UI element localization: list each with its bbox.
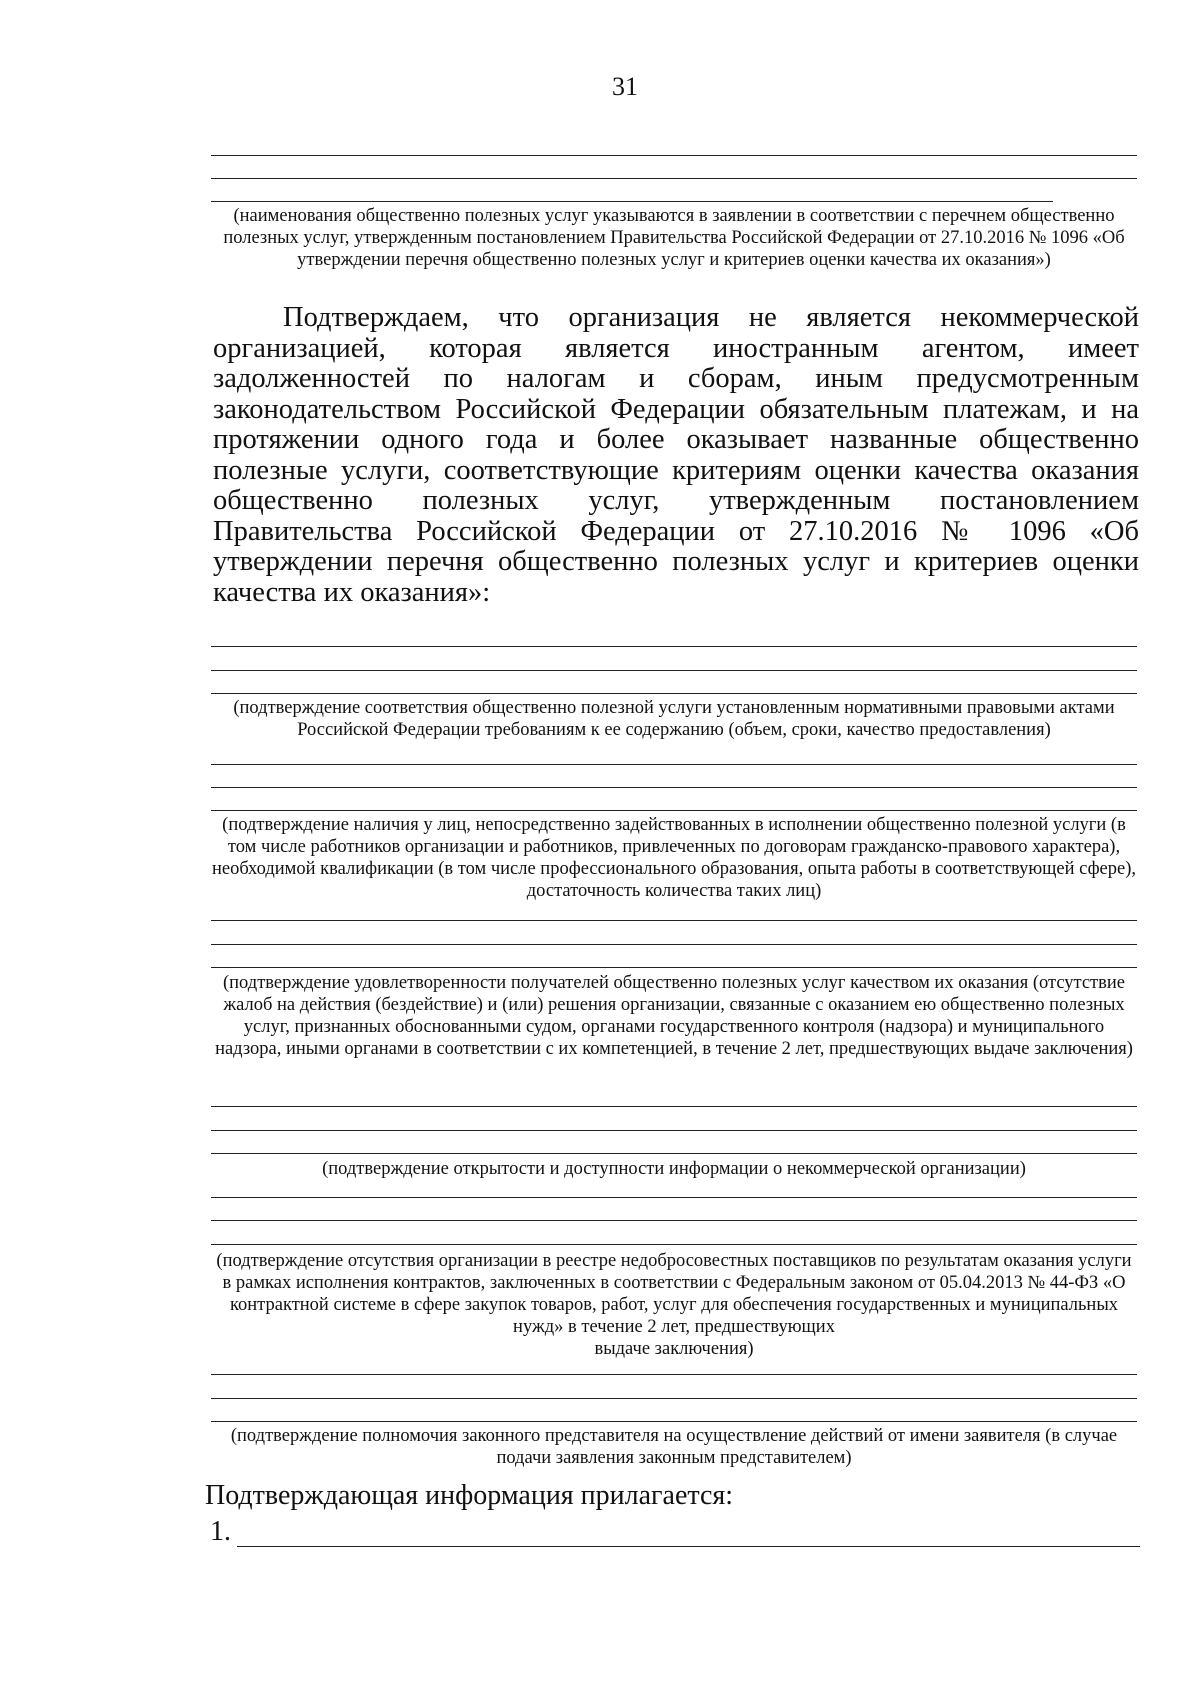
confirmation-paragraph: Подтверждаем, что организация не является некоммерческой организацией, которая является иностранным агентом, имеет задолженностей по налогам и сборам, иным предусмотренным законодательством Российской Федерации обязательным платежам, и на протяжении одного года и более оказывает названные общественно полезные услуги, соответствующие критериям оценки качества оказания общественно полезных услуг, утвержденным постановлением Правительства Российской Федерации от 27.10.2016 № 1096 «Об утверждении перечня общественно полезных услуг и критериев оценки качества их оказания»:: [213, 302, 1139, 608]
content-compliance-note: (подтверждение соответствия общественно полезной услуги установленным нормативными правовыми актами Российской Федерации требованиям к ее содержанию (объем, сроки, качество предоставления): [233, 698, 1115, 740]
registry-note: [211, 1250, 1137, 1360]
satisfaction-blank-3[interactable]: [211, 967, 1137, 968]
qualification-blank-2[interactable]: [211, 787, 1137, 788]
services-name-blank-2[interactable]: [211, 178, 1137, 179]
openness-blank-3[interactable]: [211, 1153, 1137, 1154]
registry-blank-3[interactable]: [211, 1244, 1137, 1245]
content-compliance-blank-2[interactable]: [211, 670, 1137, 671]
openness-note: (подтверждение открытости и доступности информации о некоммерческой организации): [322, 1159, 1026, 1179]
attachment-item-1: [210, 1517, 1140, 1547]
services-name-note: (наименования общественно полезных услуг указываются в заявлении в соответствии с перечнем общественно полезных услуг, утвержденным постановлением Правительства Российской Федерации от 27.10.2016 № 1096 «Об утверждении перечня общественно полезных услуг и критериев оценки качества их оказания»): [223, 206, 1125, 270]
services-name-blank-1[interactable]: [211, 155, 1137, 156]
services-name-blank-3[interactable]: [211, 201, 1053, 202]
representative-note: (подтверждение полномочия законного представителя на осуществление действий от имени заявителя (в случае подачи заявления законным представителем): [230, 1426, 1118, 1468]
content-compliance-blank-1[interactable]: [211, 646, 1137, 647]
content-compliance-blank-3[interactable]: [211, 693, 1137, 694]
attachment-item-blank[interactable]: [237, 1520, 1140, 1547]
attachment-item-number: 1.: [210, 1516, 231, 1547]
registry-blank-1[interactable]: [211, 1197, 1137, 1198]
openness-blank-1[interactable]: [211, 1106, 1137, 1107]
openness-blank-2[interactable]: [211, 1130, 1137, 1131]
registry-blank-2[interactable]: [211, 1220, 1137, 1221]
representative-blank-1[interactable]: [211, 1374, 1137, 1375]
registry-note-main: (подтверждение отсутствия организации в реестре недобросовестных поставщиков по результатам оказания услуги в рамках исполнения контрактов, заключенных в соответствии с Федеральным законом от 05.04.2013 № 44-ФЗ «О контрактной системе в сфере закупок товаров, работ, услуг для обеспечения государственных и муниципальных нужд» в течение 2 лет, предшествующих: [216, 1251, 1132, 1337]
representative-blank-3[interactable]: [211, 1421, 1137, 1422]
qualification-note: (подтверждение наличия у лиц, непосредственно задействованных в исполнении общественно полезной услуги (в том числе работников организации и работников, привлеченных по договорам гражданско-правового характера), необходимой квалификации (в том числе профессионального образования, опыта работы в соответствующей сфере), достаточность количества таких лиц): [211, 815, 1137, 901]
satisfaction-blank-1[interactable]: [211, 920, 1137, 921]
attachments-title: Подтверждающая информация прилагается:: [205, 1480, 734, 1511]
page-number: 31: [612, 72, 638, 101]
satisfaction-blank-2[interactable]: [211, 944, 1137, 945]
qualification-blank-3[interactable]: [211, 810, 1137, 811]
qualification-blank-1[interactable]: [211, 764, 1137, 765]
registry-note-end: выдаче заключения): [594, 1339, 754, 1359]
representative-blank-2[interactable]: [211, 1398, 1137, 1399]
satisfaction-note: (подтверждение удовлетворенности получателей общественно полезных услуг качеством их оказания (отсутствие жалоб на действия (бездействие) и (или) решения организации, связанные с оказанием ею общественно полезных услуг, признанных обоснованными судом, органами государственного контроля (надзора) и муниципального надзора, иными органами в соответствии с их компетенцией, в течение 2 лет, предшествующих выдаче заключения): [215, 973, 1133, 1059]
